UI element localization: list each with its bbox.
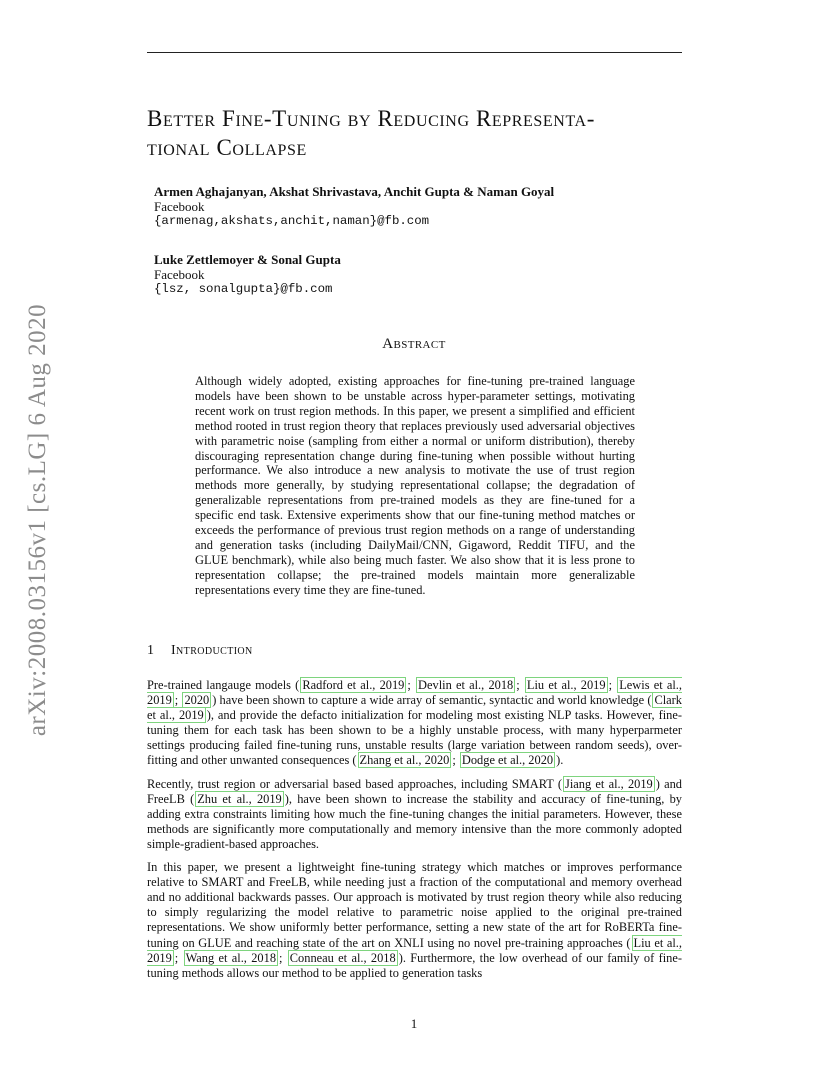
citation-link[interactable]: Clark et al., 2019 [147, 693, 682, 723]
introduction-body [147, 678, 682, 989]
top-rule [147, 52, 682, 53]
page-number: 1 [410, 1016, 418, 1031]
section-number: 1 [147, 643, 155, 658]
citation-link[interactable]: Radford et al., 2019 [302, 678, 405, 692]
text-run: ; [516, 678, 524, 692]
citation-link[interactable]: Zhu et al., 2019 [197, 791, 282, 806]
text-run: ; [174, 693, 182, 708]
section-title: Introduction [171, 643, 253, 658]
paper-title [147, 104, 707, 162]
text-run: ; [279, 950, 287, 965]
text-run: ) and FreeLB ( [147, 776, 683, 806]
citation-link[interactable]: Conneau et al., 2018 [289, 950, 396, 965]
author-names: Luke Zettlemoyer & Sonal Gupta [154, 252, 341, 267]
text-run: ), and provide the defacto initialization for modeling most existing NLP tasks. However, fine-tuning them for each task has been shown to be a highly unstable process, with many hyperparmeter settings producing failed fine-tuning runs, unstable results (large variation between random seeds), over-fitting and other unwanted consequences ( [147, 708, 682, 768]
text-run: ; [452, 753, 459, 768]
citation-link[interactable]: Zhang et al., 2020 [359, 753, 450, 768]
citation-link[interactable]: Devlin et al., 2018 [418, 678, 514, 692]
title-line-2: tional Collapse [147, 135, 307, 160]
author-affiliation: Facebook [154, 267, 205, 282]
paragraph-2 [147, 777, 682, 852]
author-block-2 [154, 252, 654, 297]
title-line-1: Better Fine-Tuning by Reducing Representa- [147, 106, 595, 131]
text-run: In this paper, we present a lightweight fine-tuning strategy which matches or improves performance relative to SMART and FreeLB, while needing just a fraction of the computational and memory overhead and no additional backwards passes. Our approach is motivated by trust region theory while also reducing to simply regularizing the model relative to parametric noise applied to the original pre-trained representations. We show uniformly better performance, setting a new state of the art for RoBERTa fine-tuning on GLUE and reaching state of the art on XNLI using no novel pre-training approaches ( [147, 860, 682, 950]
citation-link[interactable]: Liu et al., 2019 [526, 678, 606, 692]
text-run: Recently, trust region or adversarial based based approaches, including SMART ( [147, 776, 562, 791]
text-run: ; [407, 678, 416, 692]
author-block-1 [154, 184, 654, 229]
citation-link[interactable]: Dodge et al., 2020 [461, 753, 554, 768]
text-run: ). [556, 753, 564, 768]
citation-link[interactable]: Liu et al., 2019 [147, 935, 682, 965]
citation-link[interactable]: Lewis et al., 2019 [147, 678, 682, 708]
text-run: Pre-trained langauge models [147, 678, 296, 692]
arxiv-stamp-text: arXiv:2008.03156v1 [cs.LG] 6 Aug 2020 [24, 303, 51, 737]
text-run: ). Furthermore, the low overhead of our family of fine-tuning methods allows our method to be applied to generation tasks [147, 950, 682, 980]
paragraph-3 [147, 860, 682, 981]
citation-link[interactable]: Wang et al., 2018 [185, 950, 277, 965]
section-heading-introduction [147, 643, 253, 659]
text-run: ; [174, 950, 183, 965]
text-run: ), have been shown to increase the stability and accuracy of fine-tuning, by adding extra constraints limiting how much the fine-tuning changes the initial parameters. However, these methods are significantly more computationally and memory intensive than the more commonly adopted simple-gradient-based approaches. [147, 791, 682, 851]
text-run: ) have been shown to capture a wide array of semantic, syntactic and world knowledge ( [212, 693, 652, 708]
author-email: {lsz, sonalgupta}@fb.com [154, 282, 333, 296]
citation-link[interactable]: Jiang et al., 2019 [565, 776, 653, 791]
text-run: ; [608, 678, 617, 692]
abstract-text: Although widely adopted, existing approaches for fine-tuning pre-trained language models have been shown to be unstable across hyper-parameter settings, motivating recent work on trust region methods. In this paper, we present a simplified and efficient method rooted in trust region theory that replaces previously used adversarial objectives with parametric noise (sampling from either a normal or uniform distribution), thereby discouraging representation change during fine-tuning when possible without hurting performance. We also introduce a new analysis to motivate the use of trust region methods more generally, by studying representational collapse; the degradation of generalizable representations from pre-trained models as they are fine-tuned for a specific end task. Extensive experiments show that our fine-tuning method matches or exceeds the performance of previous trust region methods on a range of understanding and generation tasks (including DailyMail/CNN, Gigaword, Reddit TIFU, and the GLUE benchmark), while also being much faster. We also show that it is less prone to representation collapse; the pre-trained models maintain more generalizable representations every time they are fine-tuned. [195, 374, 635, 597]
author-names: Armen Aghajanyan, Akshat Shrivastava, Anchit Gupta & Naman Goyal [154, 184, 555, 199]
author-affiliation: Facebook [154, 199, 205, 214]
author-email: {armenag,akshats,anchit,naman}@fb.com [154, 214, 430, 228]
citation-link[interactable]: 2020 [184, 693, 210, 708]
abstract-heading: Abstract [382, 336, 446, 352]
paragraph-1: Pre-trained langauge models ( Radford et al., 2019 ; Devlin et al., 2018 ; Liu et al., 2019 ; Lewis et al., 2019 ; 2020 ) have been shown to capture a wide array of semantic, syntactic and world knowledge ( Clark et al., 2019 ), and provide the defacto initialization for modeling most existing NLP tasks. However, fine-tuning them for each task has been shown to be a highly unstable process, with many hyperparmeter settings producing failed fine-tuning runs, unstable results (large variation between random seeds), over-fitting and other unwanted consequences ( Zhang et al., 2020 ; Dodge et al., 2020 ). [147, 678, 682, 768]
